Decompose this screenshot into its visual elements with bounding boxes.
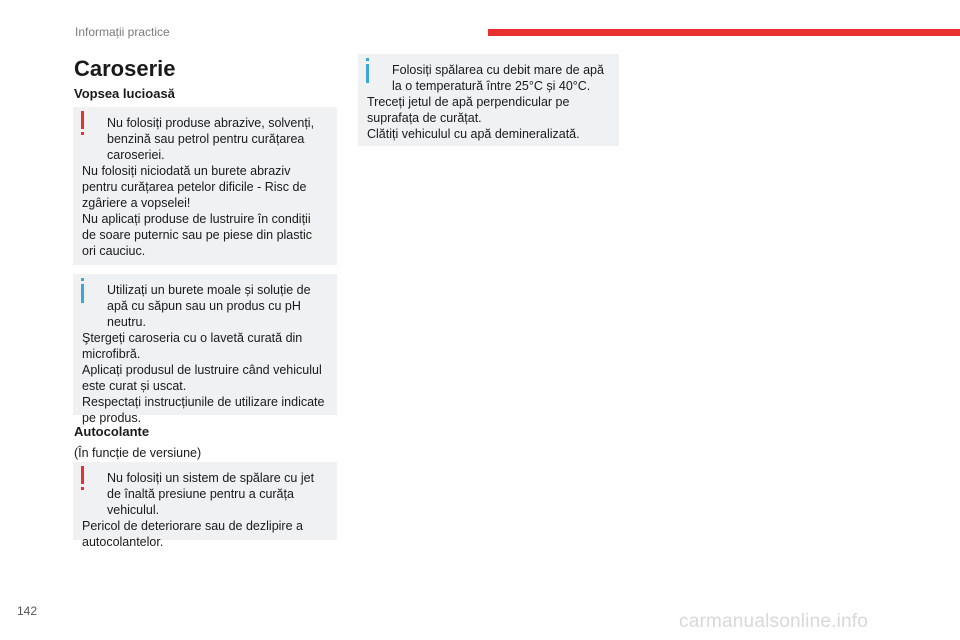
- info-paragraph: Treceți jetul de apă perpendicular pe suprafața de curățat.: [367, 95, 570, 125]
- washing-info-box: [358, 54, 619, 146]
- stickers-warning-box: [73, 462, 337, 549]
- gloss-info-box: [73, 274, 337, 425]
- page-title: Caroserie: [74, 56, 176, 81]
- stickers-heading: Autocolante: [74, 424, 150, 439]
- gloss-warning-box: [73, 107, 337, 265]
- info-paragraph: Ştergeți caroseria cu o lavetă curată din microfibră.: [82, 331, 303, 361]
- gloss-paint-heading: Vopsea lucioasă: [74, 86, 175, 101]
- watermark: carmanualsonline.info: [679, 611, 869, 632]
- warning-first-paragraph: Nu folosiți un sistem de spălare cu jet de înaltă presiune pentru a curăța vehiculul.: [107, 471, 315, 517]
- info-paragraph: Aplicați produsul de lustruire când vehiculul este curat și uscat.: [82, 363, 322, 393]
- info-paragraph: Respectați instrucțiunile de utilizare indicate pe produs.: [82, 395, 325, 425]
- warning-first-paragraph: Nu folosiți produse abrazive, solvenți, benzină sau petrol pentru curățarea caroseriei.: [107, 116, 315, 162]
- warning-paragraph: Nu folosiți niciodată un burete abraziv pentru curățarea petelor dificile - Risc de zgâriere a vopselei!: [82, 164, 307, 210]
- header-accent-bar: [488, 29, 960, 36]
- info-first-paragraph: Folosiți spălarea cu debit mare de apă la o temperatură între 25°C și 40°C.: [392, 63, 604, 93]
- warning-paragraph: Pericol de deteriorare sau de dezlipire a autocolantelor.: [82, 519, 303, 549]
- info-first-paragraph: Utilizați un burete moale și soluție de apă cu săpun sau un produs cu pH neutru.: [107, 283, 311, 329]
- stickers-version-note: (În funcție de versiune): [74, 446, 202, 460]
- warning-paragraph: Nu aplicați produse de lustruire în condiții de soare puternic sau pe piese din plastic ori cauciuc.: [82, 212, 313, 258]
- page-number: 142: [17, 604, 38, 618]
- section-label: Informații practice: [75, 25, 170, 39]
- info-paragraph: Clătiți vehiculul cu apă demineralizată.: [367, 127, 580, 141]
